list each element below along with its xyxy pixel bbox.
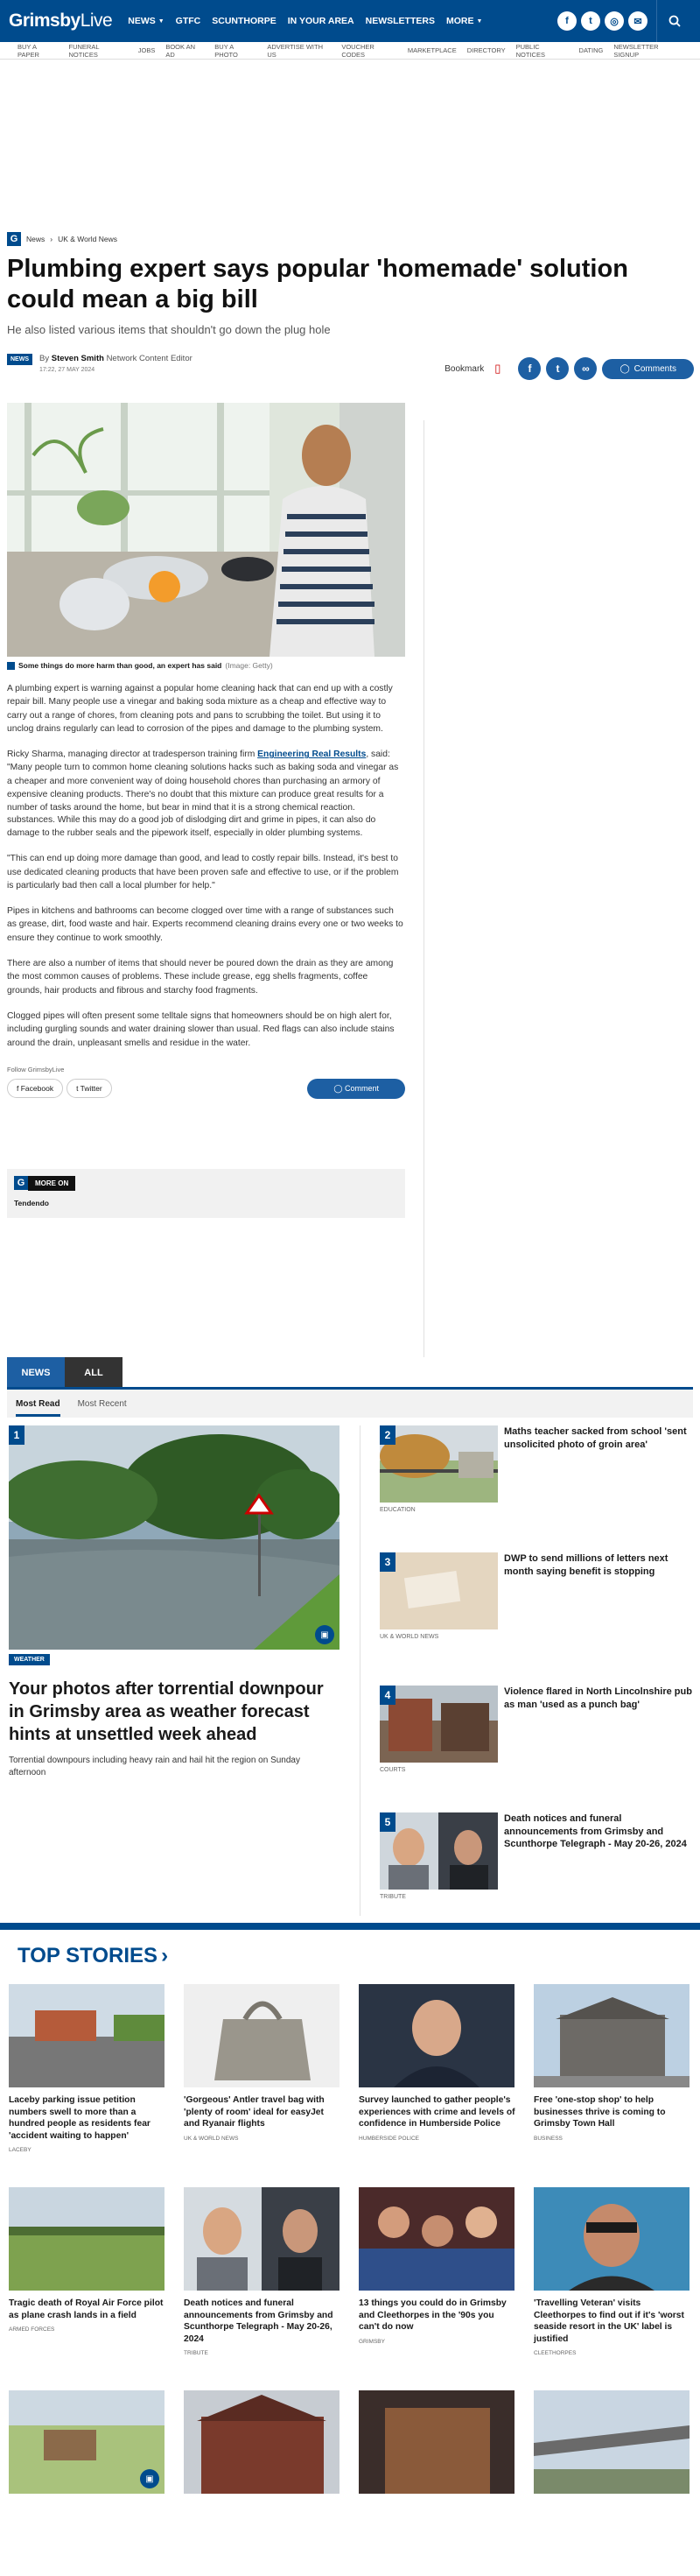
engineering-real-results-link[interactable]: Engineering Real Results bbox=[257, 750, 367, 760]
main-nav bbox=[128, 16, 482, 26]
hero-image bbox=[7, 403, 405, 657]
story-card[interactable] bbox=[359, 2187, 516, 2373]
comment-button[interactable]: ◯ Comment bbox=[307, 1079, 405, 1099]
item-category: UK & WORLD NEWS bbox=[380, 1634, 439, 1640]
subnav-item[interactable]: DIRECTORY bbox=[466, 46, 506, 54]
story-category: TRIBUTE bbox=[184, 2350, 208, 2356]
chevron-down-icon: ▼ bbox=[158, 18, 164, 25]
subnav-item[interactable]: BUY A PAPER bbox=[18, 42, 39, 59]
topic-tag[interactable]: Tendendo bbox=[14, 1198, 49, 1207]
story-title[interactable]: Laceby parking issue petition numbers swell to more than a hundred people as residents fear 'accident waiting to happen' bbox=[9, 2095, 150, 2141]
nav-gtfc[interactable]: GTFC bbox=[175, 16, 201, 26]
top-stories-grid bbox=[9, 1984, 700, 2576]
facebook-follow-button[interactable]: f Facebook bbox=[7, 1079, 63, 1098]
subnav-item[interactable]: BOOK AN AD bbox=[165, 42, 196, 59]
most-read-tabs bbox=[7, 1357, 122, 1389]
most-read-item[interactable] bbox=[380, 1425, 695, 1522]
story-image bbox=[184, 1984, 340, 2087]
nav-newsletters[interactable]: NEWSLETTERS bbox=[365, 16, 435, 26]
camera-icon: ▣ bbox=[140, 2469, 159, 2488]
thumbnail bbox=[380, 1812, 498, 1890]
lead-summary: Torrential downpours including heavy rain and hail hit the region on Sunday afternoon bbox=[9, 1756, 300, 1777]
social-links bbox=[557, 11, 648, 31]
story-image bbox=[9, 1984, 164, 2087]
story-card[interactable] bbox=[184, 2390, 341, 2576]
story-card[interactable] bbox=[359, 1984, 516, 2170]
story-image bbox=[9, 2187, 164, 2291]
breadcrumb-uk-world-news[interactable]: UK & World News bbox=[58, 235, 117, 243]
article-paragraph: substances. While this may do a good job of dislodging dirt and grime in pipes, it can also do damage to the rubber seals and the pipework itself, especially in older plumbing systems. bbox=[7, 814, 376, 838]
story-title[interactable]: Free 'one-stop shop' to help businesses thrive is coming to Grimsby Town Hall bbox=[534, 2095, 666, 2129]
facebook-icon: f bbox=[17, 1084, 21, 1094]
subnav-item[interactable]: MARKETPLACE bbox=[407, 46, 457, 54]
subnav-item[interactable]: DATING bbox=[578, 46, 604, 54]
story-image bbox=[184, 2187, 340, 2291]
story-title[interactable]: 'Travelling Veteran' visits Cleethorpes to find out if it's 'worst seaside resort in the UK' label is justified bbox=[534, 2298, 684, 2344]
thumbnail bbox=[380, 1425, 498, 1503]
story-image bbox=[534, 2390, 690, 2494]
top-stories-heading[interactable]: TOP STORIES › bbox=[18, 1944, 169, 1967]
follow-label: Follow GrimsbyLive bbox=[7, 1065, 65, 1073]
bookmark-icon[interactable]: ▯ bbox=[494, 362, 501, 375]
story-card[interactable] bbox=[184, 1984, 341, 2170]
article-paragraph: "This can end up doing more damage than good, and lead to costly repair bills. Instead, it's best to use dedicated cleaning products that have been proven safe and effective to use, or if the problem is particularly bad then call a local plumber for help." bbox=[7, 854, 399, 890]
story-card[interactable] bbox=[9, 2187, 166, 2373]
story-image bbox=[359, 2187, 514, 2291]
story-category: HUMBERSIDE POLICE bbox=[359, 2135, 419, 2142]
story-category: BUSINESS bbox=[534, 2135, 563, 2142]
lead-title[interactable]: Your photos after torrential downpour in Grimsby area as weather forecast hints at unsettled week ahead bbox=[9, 1679, 324, 1744]
thumbnail bbox=[380, 1686, 498, 1763]
article-paragraph: Ricky Sharma, managing director at tradesperson training firm Engineering Real Results, said: "Many people turn to common home cleaning solutions hacks such as baking soda and vinegar as a cheaper and more convenient way of doing household chores than purchasing an armory of expensive cleaning products. There's no doubt that this mixture can produce great results for a number of tasks around the home, but bear in mind that it is a strong chemical reaction. bbox=[7, 750, 399, 813]
story-category: UK & WORLD NEWS bbox=[184, 2135, 239, 2142]
more-on-label: MORE ON bbox=[28, 1176, 75, 1191]
bookmark-label[interactable]: Bookmark bbox=[444, 363, 485, 374]
story-image bbox=[534, 2187, 690, 2291]
most-read-item[interactable] bbox=[380, 1686, 695, 1782]
twitter-share-icon[interactable]: t bbox=[546, 357, 569, 380]
instagram-icon[interactable]: ◎ bbox=[605, 11, 624, 31]
category-badge: WEATHER bbox=[9, 1654, 50, 1665]
chevron-down-icon: ▼ bbox=[476, 18, 483, 25]
most-read-item[interactable] bbox=[380, 1552, 695, 1649]
article-paragraph: A plumbing expert is warning against a popular home cleaning hack that can end up with a costly repair bill. Many people use a vinegar and baking soda mixture as a cheap and effective way to carry out a range of chores, from cleaning pots and pans to scrubbing the toilet. But using it to unclog drains regularly can lead to corrosion of the pipes and damage to the plumbing system. bbox=[7, 684, 393, 734]
lead-image bbox=[9, 1425, 340, 1650]
secondary-nav bbox=[0, 42, 700, 60]
nav-scunthorpe[interactable]: SCUNTHORPE bbox=[212, 16, 276, 26]
story-card[interactable] bbox=[9, 1984, 166, 2170]
breadcrumb-news[interactable]: News bbox=[26, 235, 46, 243]
rank-number: 4 bbox=[380, 1686, 396, 1705]
nav-more[interactable]: MORE ▼ bbox=[445, 16, 483, 26]
more-on-box bbox=[7, 1169, 405, 1218]
story-card[interactable] bbox=[534, 2390, 691, 2576]
tab-all[interactable]: ALL bbox=[65, 1357, 122, 1389]
item-title[interactable]: Maths teacher sacked from school 'sent unsolicited photo of groin area' bbox=[504, 1426, 687, 1450]
facebook-share-icon[interactable]: f bbox=[518, 357, 541, 380]
story-card[interactable] bbox=[534, 1984, 691, 2170]
article-paragraph: Pipes in kitchens and bathrooms can become clogged over time with a range of substances such as grease, dirt, food waste and hair. Experts recommend cleaning drains every one or two weeks to ensure they continue to work smoothly. bbox=[7, 906, 403, 943]
item-category: TRIBUTE bbox=[380, 1894, 406, 1900]
story-category: GRIMSBY bbox=[359, 2338, 385, 2345]
search-icon[interactable] bbox=[656, 0, 691, 42]
story-image bbox=[184, 2390, 340, 2494]
subnav-item[interactable]: PUBLIC NOTICES bbox=[515, 42, 545, 59]
story-card[interactable] bbox=[534, 2187, 691, 2373]
story-title[interactable]: 13 things you could do in Grimsby and Cleethorpes in the '90s you can't do now bbox=[359, 2298, 507, 2332]
nav-in-your-area[interactable]: IN YOUR AREA bbox=[287, 16, 354, 26]
article-paragraph: Clogged pipes will often present some telltale signs that homeowners should be on high alert for, including gurgling sounds and water draining slower than usual. Red flags can also include stains around the drain, unpleasant smells and residue in the water. bbox=[7, 1010, 395, 1048]
story-card[interactable] bbox=[184, 2187, 341, 2373]
link-share-icon[interactable]: ∞ bbox=[574, 357, 597, 380]
grimsbylive-logo-icon: G bbox=[14, 1176, 28, 1190]
image-caption: Some things do more harm than good, an expert has said (Image: Getty) bbox=[7, 661, 418, 670]
most-read-subtabs bbox=[7, 1390, 693, 1418]
author-line: By Steven Smith Network Content Editor bbox=[39, 354, 192, 363]
rank-number: 1 bbox=[9, 1425, 24, 1445]
camera-icon: ▣ bbox=[315, 1625, 334, 1644]
item-title[interactable]: Death notices and funeral announcements from Grimsby and Scunthorpe Telegraph - May 20-26, 2024 bbox=[504, 1813, 687, 1849]
news-badge: NEWS bbox=[7, 354, 32, 365]
subnav-item[interactable]: FUNERAL NOTICES bbox=[68, 42, 100, 59]
subnav-item[interactable]: NEWSLETTER SIGNUP bbox=[613, 42, 659, 59]
site-logo[interactable]: GrimsbyLive bbox=[9, 11, 113, 31]
page-title: Plumbing expert says popular 'homemade' solution could mean a big bill bbox=[7, 255, 628, 313]
publish-date: 17:22, 27 MAY 2024 bbox=[39, 367, 95, 373]
rank-number: 3 bbox=[380, 1552, 396, 1572]
byline bbox=[7, 354, 694, 380]
story-image bbox=[359, 1984, 514, 2087]
subnav-item[interactable]: JOBS bbox=[137, 46, 156, 54]
share-row bbox=[7, 1079, 405, 1099]
tab-most-read[interactable]: Most Read bbox=[16, 1391, 60, 1417]
story-image bbox=[359, 2390, 514, 2494]
image-credit: (Image: Getty) bbox=[225, 661, 273, 670]
most-read-lead[interactable] bbox=[9, 1425, 340, 1779]
subnav-item[interactable]: VOUCHER CODES bbox=[341, 42, 374, 59]
story-image bbox=[534, 1984, 690, 2087]
standfirst: He also listed various items that shouldn't go down the plug hole bbox=[7, 323, 331, 336]
item-category: EDUCATION bbox=[380, 1507, 416, 1513]
chevron-right-icon: › bbox=[161, 1944, 169, 1967]
article bbox=[7, 232, 676, 1218]
email-icon[interactable]: ✉ bbox=[628, 11, 648, 31]
story-category: ARMED FORCES bbox=[9, 2326, 55, 2333]
article-body bbox=[7, 682, 418, 1050]
item-category: COURTS bbox=[380, 1767, 406, 1773]
rank-number: 5 bbox=[380, 1812, 396, 1832]
story-title[interactable]: Death notices and funeral announcements from Grimsby and Scunthorpe Telegraph - May 20-26, 2024 bbox=[184, 2298, 333, 2344]
speech-bubble-icon: ◯ bbox=[333, 1083, 345, 1093]
nav-news[interactable]: NEWS ▼ bbox=[128, 16, 164, 26]
twitter-follow-button[interactable]: t Twitter bbox=[66, 1079, 112, 1098]
camera-icon bbox=[7, 662, 15, 670]
comments-button[interactable]: ◯ Comments bbox=[602, 359, 694, 379]
twitter-icon: t bbox=[76, 1084, 80, 1094]
story-title[interactable]: 'Gorgeous' Antler travel bag with 'plenty of room' ideal for easyJet and Ryanair flights bbox=[184, 2095, 325, 2129]
speech-bubble-icon: ◯ bbox=[620, 363, 630, 374]
item-title[interactable]: Violence flared in North Lincolnshire pub as man 'used as a punch bag' bbox=[504, 1686, 692, 1710]
most-read-item[interactable] bbox=[380, 1812, 695, 1909]
tab-most-recent[interactable]: Most Recent bbox=[77, 1398, 127, 1409]
author-link[interactable]: Steven Smith bbox=[51, 354, 104, 363]
article-paragraph: There are also a number of items that should never be poured down the drain as they are among the most common causes of problems. These include grease, egg shells fragments, coffee grounds, hair products and fibrous and starchy food fragments. bbox=[7, 959, 394, 996]
breadcrumb bbox=[7, 232, 418, 246]
story-card[interactable] bbox=[9, 2390, 166, 2576]
item-title[interactable]: DWP to send millions of letters next month saying benefit is stopping bbox=[504, 1553, 668, 1577]
thumbnail bbox=[380, 1552, 498, 1629]
grimsbylive-logo-icon: G bbox=[7, 232, 21, 246]
story-card[interactable] bbox=[359, 2390, 516, 2576]
subnav-item[interactable]: BUY A PHOTO bbox=[214, 42, 238, 59]
site-header bbox=[0, 0, 700, 42]
article-actions bbox=[444, 357, 694, 380]
story-image bbox=[9, 2390, 164, 2494]
facebook-icon[interactable]: f bbox=[557, 11, 577, 31]
subnav-item[interactable]: ADVERTISE WITH US bbox=[267, 42, 323, 59]
story-title[interactable]: Tragic death of Royal Air Force pilot as plane crash lands in a field bbox=[9, 2298, 164, 2320]
tab-news[interactable]: NEWS bbox=[7, 1357, 65, 1389]
twitter-icon[interactable]: t bbox=[581, 11, 600, 31]
rank-number: 2 bbox=[380, 1425, 396, 1445]
story-category: LACEBY bbox=[9, 2147, 32, 2153]
section-divider bbox=[0, 1923, 700, 1930]
story-title[interactable]: Survey launched to gather people's experiences with crime and levels of confidence in Humberside Police bbox=[359, 2095, 515, 2129]
story-category: CLEETHORPES bbox=[534, 2350, 577, 2356]
more-on-header bbox=[14, 1176, 398, 1191]
chevron-right-icon: › bbox=[50, 235, 53, 243]
